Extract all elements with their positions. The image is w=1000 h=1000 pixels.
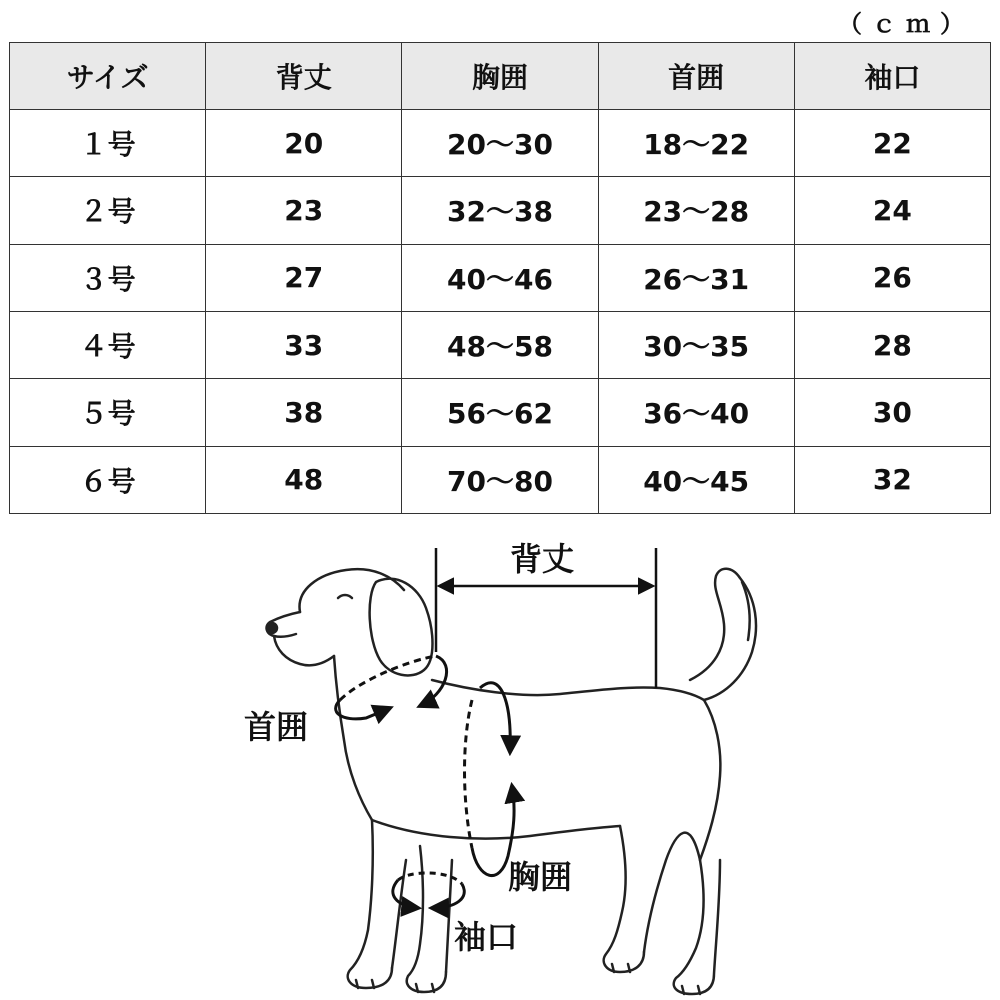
cell-chest: 20～30 (402, 110, 598, 177)
table-row (10, 110, 991, 177)
cell-neck: 18～22 (598, 110, 794, 177)
label-chest: 胸囲 (508, 858, 573, 896)
cell-back-length: 27 (206, 244, 402, 311)
cell-chest: 32～38 (402, 177, 598, 244)
cell-cuff: 32 (794, 446, 990, 513)
cell-cuff: 28 (794, 311, 990, 378)
label-back-length: 背丈 (510, 540, 575, 578)
cell-size: ６号 (10, 446, 206, 513)
table-row (10, 244, 991, 311)
cell-chest: 48～58 (402, 311, 598, 378)
table-row (10, 311, 991, 378)
cell-size: ３号 (10, 244, 206, 311)
cell-chest: 70～80 (402, 446, 598, 513)
header-size: サイズ (10, 43, 206, 110)
cell-back-length: 23 (206, 177, 402, 244)
table-row (10, 379, 991, 446)
header-neck: 首囲 (598, 43, 794, 110)
cell-cuff: 22 (794, 110, 990, 177)
cell-cuff: 24 (794, 177, 990, 244)
neck-measure (336, 656, 447, 719)
size-table (9, 42, 991, 514)
label-cuff: 袖口 (454, 918, 519, 956)
cell-cuff: 30 (794, 379, 990, 446)
cell-neck: 23～28 (598, 177, 794, 244)
cell-neck: 26～31 (598, 244, 794, 311)
cell-chest: 56～62 (402, 379, 598, 446)
cell-back-length: 38 (206, 379, 402, 446)
cell-neck: 36～40 (598, 379, 794, 446)
cell-chest: 40～46 (402, 244, 598, 311)
cuff-measure (393, 873, 464, 908)
cell-cuff: 26 (794, 244, 990, 311)
dog-measurement-diagram (0, 520, 1000, 1000)
cell-neck: 40～45 (598, 446, 794, 513)
table-row (10, 177, 991, 244)
cell-back-length: 48 (206, 446, 402, 513)
unit-label: （ｃｍ） (838, 10, 974, 38)
label-neck: 首囲 (244, 708, 309, 746)
cell-back-length: 33 (206, 311, 402, 378)
cell-size: ４号 (10, 311, 206, 378)
cell-back-length: 20 (206, 110, 402, 177)
cell-neck: 30～35 (598, 311, 794, 378)
cell-size: ２号 (10, 177, 206, 244)
header-chest: 胸囲 (402, 43, 598, 110)
chest-measure (465, 683, 515, 876)
cell-size: ５号 (10, 379, 206, 446)
cell-size: １号 (10, 110, 206, 177)
header-back-length: 背丈 (206, 43, 402, 110)
table-header-row (10, 43, 991, 110)
table-row (10, 446, 991, 513)
header-cuff: 袖口 (794, 43, 990, 110)
